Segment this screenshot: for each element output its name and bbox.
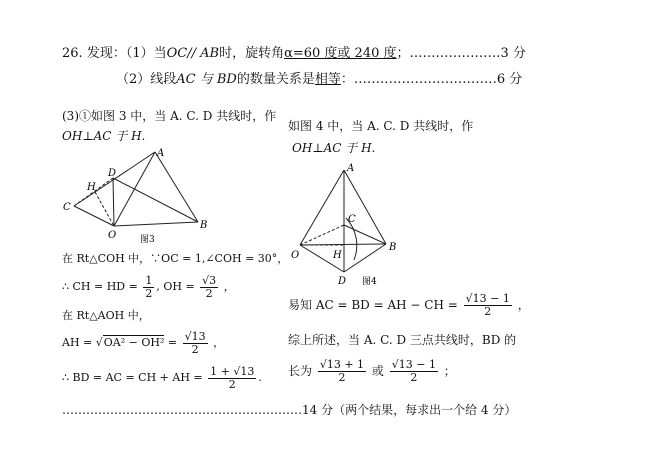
line2-subject: AC 与 BD <box>176 72 237 87</box>
frac-den: 2 <box>191 342 199 356</box>
line2-lead: （2）线段 <box>116 72 177 87</box>
step4-eq: = <box>167 336 178 349</box>
frac-num: √3 <box>202 273 217 287</box>
line-2 <box>116 72 522 88</box>
left-step-2 <box>62 272 235 302</box>
fig4-label-H: H <box>333 250 342 261</box>
frac-num: √13 − 1 <box>465 292 510 305</box>
fig3-label-H: H <box>87 182 96 193</box>
frac-num: √13 − 1 <box>391 358 436 371</box>
line2-tail: ：……………………………6 分 <box>340 72 523 87</box>
fig4-caption: 图4 <box>362 277 377 287</box>
frac-den: 2 <box>228 377 236 391</box>
line1-lead: 发现：（1）当 <box>86 46 167 61</box>
frac-den: 2 <box>145 286 153 300</box>
fig3-caption: 图3 <box>140 235 155 245</box>
right-eq-lead: 易知 AC = BD = AH − CH = <box>288 298 458 312</box>
line1-mid: 时，旋转角 <box>219 46 285 61</box>
step4-tail: ， <box>213 336 225 349</box>
fig3-label-D: D <box>108 168 117 179</box>
frac-den: 2 <box>410 371 418 384</box>
line2-mid: 的数量关系是 <box>236 72 315 87</box>
fig4-label-C: C <box>348 214 356 225</box>
fraction-sqrt13-half <box>183 331 208 356</box>
right-intro-2: OH⊥AC 于 H. <box>292 141 376 155</box>
fraction-answer-2 <box>390 359 438 384</box>
right-intro-1: 如图 4 中，当 A. C. D 共线时，作 <box>288 119 474 133</box>
left-intro-1: (3)①如图 3 中，当 A. C. D 共线时，作 <box>62 109 277 123</box>
step4-radicand: OA² − OH² <box>103 336 165 349</box>
concl2-lead: 长为 <box>288 364 313 378</box>
line1-condition: OC// AB <box>166 46 220 61</box>
rotation-angle-answer: α=60 度或 240 度 <box>284 46 397 61</box>
right-conclusion-2 <box>288 356 456 386</box>
left-step-3: 在 Rt△AOH 中， <box>62 309 150 322</box>
step4-lead: AH = <box>62 336 93 349</box>
relationship-answer: 相等 <box>314 72 341 87</box>
left-step-4: AH = √OA² − OH² = $\frac{√13}{2}$ ， <box>62 329 225 356</box>
fraction-result-left <box>208 366 256 391</box>
right-conclusion-1: 综上所述，当 A. C. D 三点共线时，BD 的 <box>288 333 517 347</box>
left-step-1: 在 Rt△COH 中，∵OC = 1,∠COH = 30°， <box>62 252 289 265</box>
fraction-right-eq <box>464 293 512 318</box>
fraction-sqrt3-half <box>200 275 218 300</box>
fig3-label-B: B <box>200 220 208 231</box>
frac-den: 2 <box>205 286 213 300</box>
frac-num: 1 <box>145 273 153 287</box>
figure-4 <box>286 160 411 290</box>
frac-num: 1 + √13 <box>210 364 255 378</box>
frac-den: 2 <box>484 305 492 318</box>
step5-lead: ∴ BD = AC = CH + AH = <box>62 371 203 384</box>
problem-number: 26. <box>62 46 83 61</box>
concl2-or: 或 <box>371 364 384 378</box>
frac-den: 2 <box>338 371 346 384</box>
fig3-label-O: O <box>108 230 117 241</box>
scoring-footer: ……………………………………………………14 分（两个结果，每求出一个给 4 分） <box>62 403 517 417</box>
fig4-label-A: A <box>347 163 355 174</box>
fig4-label-O: O <box>291 250 300 261</box>
concl2-tail: ； <box>443 364 456 378</box>
left-step-5 <box>62 363 262 393</box>
fraction-half <box>143 275 154 300</box>
fig3-label-A: A <box>157 148 165 159</box>
step2-mid: , OH = <box>156 280 195 293</box>
fig4-label-D: D <box>338 276 347 287</box>
fraction-answer-1 <box>318 359 366 384</box>
figure-3 <box>58 148 228 248</box>
line-1 <box>62 46 526 62</box>
fig3-label-C: C <box>63 202 71 213</box>
frac-num: √13 + 1 <box>319 358 365 371</box>
step2-tail: ， <box>223 280 235 293</box>
frac-num: √13 <box>184 329 206 343</box>
step5-tail: . <box>258 371 262 384</box>
left-intro-2: OH⊥AC 于 H. <box>62 129 146 143</box>
step2-lead: ∴ CH = HD = <box>62 280 138 293</box>
line1-tail: ；…………………3 分 <box>396 46 526 61</box>
right-equation <box>288 290 530 320</box>
right-eq-tail: ， <box>517 298 530 312</box>
fig4-label-B: B <box>389 242 397 253</box>
